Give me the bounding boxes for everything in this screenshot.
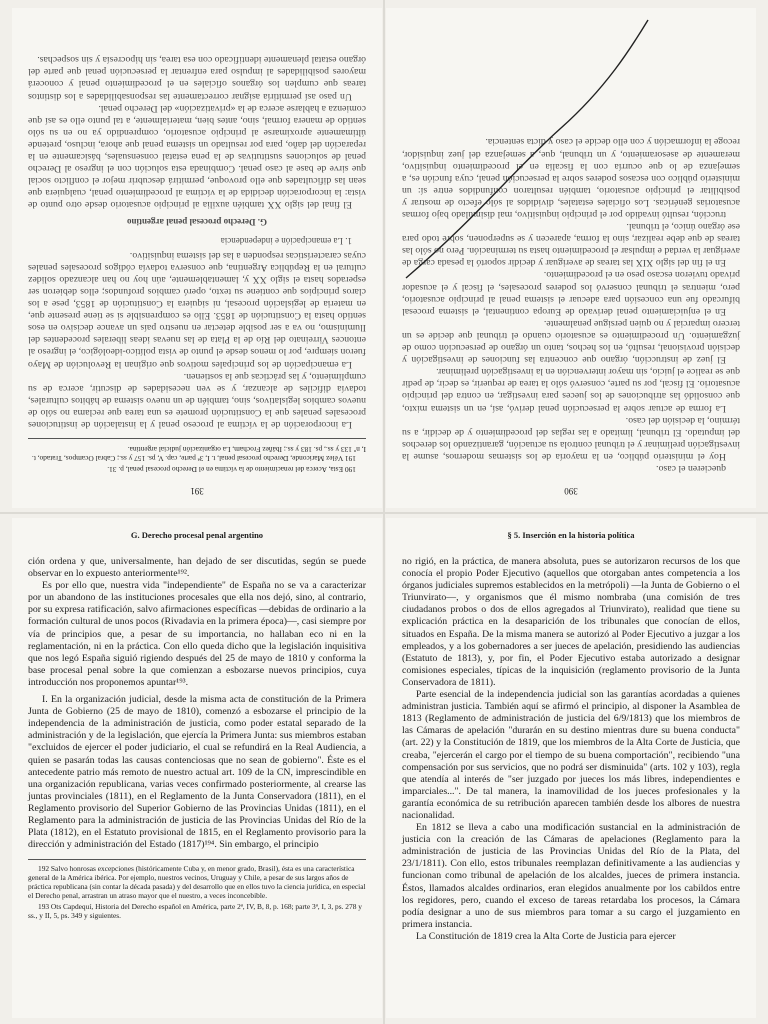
page-bottom-right (386, 518, 756, 1018)
paragraph: Es por ello que, nuestra vida "independiente" de España no se va a caracterizar por un abandono de las instituciones procesales que ella nos dejó, sino, al contrario, por su expresa ratificación, salvo afirmaciones específicas —debidas de ordinario a la formación cultural de unos pocos (Rivadavia en la primera época)—, casi siempre por vía de principios que, a pesar de su importancia, no hallaban eco ni en la reglamentación, ni en la práctica. Con ello queda dicho que la legislación inquisitiva que nos legó España siguió rigiendo después del 25 de mayo de 1810 y conforma la base procesal penal sobre la que comienzan a esbozarse nuevos principios, cuya introducción nos proponemos apuntar¹⁹³. (28, 580, 366, 688)
paragraph: La emancipación de los principales motivos que originan la Revolución de Mayo fueron siempre, por lo menos desde el punto de vista político-ideológico, el ingreso al entonces Virreinato del Río de la Plata de las nuevas ideas liberales procedentes del Iluminismo, no va a ser posible detectar en nuestro país un avance decisivo en esos sentido hasta la Constitución de 1853. Ello es comprensible si se tiene presente que, en materia de legislación procesal, ni siquiera la Constitución de 1853, pese a los claros principios que contiene su texto, operó cambios profundos; ellos debieron ser esperados hasta el siglo XX y, lamentablemente, aún hoy no han alcanzado solidez cultural en la República Argentina, que conserva todavía códigos procesales penales cuyas características responden a las del sistema inquisitivo. (28, 249, 366, 370)
paragraph: El juez de instrucción, órgano que concentra las funciones de investigación y decisión provisional, resultó, en los hechos, tanto un órgano de persecución como de juzgamiento. Un procedimiento es acusatorio cuando el tribunal que decide es un tercero imparcial y no quien persigue penalmente. (402, 317, 740, 366)
page-bottom-right-content (402, 528, 740, 1008)
footnote: 190 Esta, Acerca del renacimiento de la víctima en el Derecho procesal penal, p. 31. (107, 465, 356, 474)
page-number: 390 (564, 486, 578, 496)
paragraph: I. En la organización judicial, desde la misma acta de constitución de la Primera Junta de Gobierno (25 de mayo de 1810), comenzó a esbozarse el principio de la independencia de la administración de justicia, como poder estatal separado de la administración y de la legislación, que ejercía la Primera Junta: sus miembros estaban "excluidos de ejercer el poder judiciario, el cual se refundirá en la Real Audiencia, a quien se pasarán todas las causas contenciosas que no sean de gobierno". Éste es el antecedente patrio más remoto de nuestro actual art. 109 de la CN, imprescindible en una organización republicana, varias veces confirmado posteriormente, al crearse las juntas provinciales (1811), en el Reglamento de la Junta Conservadora (1811), en el Reglamento provisorio del Superior Gobierno de las Provincias Unidas (1811), en el Reglamento para la administración de justicia de las Provincias Unidas del Río de la Plata (1812), en el Estatuto provisional de 1815, en el Reglamento provisorio para la dirección y administración del Estado (1817)¹⁹⁴. Sin embargo, el principio (28, 694, 366, 851)
page-number: 391 (190, 486, 204, 496)
page-bottom-left-content (28, 528, 366, 1008)
footnote: 191 Vélez Mariconde, Derecho procesal penal, t. I, 3ª parte, cap. V, ps. 157 y ss.; Cabral Ocampos, Tratado, t. I, nº 133 y ss., ps. 183 y ss.; Ibáñez Frocham, La organización judicial argentina. (31, 445, 366, 463)
page-390-content (402, 18, 740, 498)
paragraph: Hoy el ministerio público, en la mayoría de los sistemas modernos, asume la investigación preliminar y el tribunal controla su actuación, garantizando los derechos del imputado. El tribunal, limitado a las reglas del procedimiento y de decidir, a su término, la decisión del caso. (402, 414, 740, 462)
paragraph: En 1812 se lleva a cabo una modificación sustancial en la administración de justicia con la creación de las Cámaras de apelaciones (Reglamento para la administración de justicia de las Provincias Unidas del Río de la Plata, del 23/1/1811). Con ello, estos tribunales reemplazan definitivamente a las audiencias y funcionan como tribunal de apelación de los alcaldes, jueces de primera instancia. Éstos, llamados alcaldes ordinarios, eran elegidos anualmente por los cabildos entre los regidores, pero, cuando el exceso de tareas retardaba los procesos, la Cámara podía designar a uno de sus miembros para tomar a su cargo el juzgamiento en primera instancia. (402, 822, 740, 930)
page-bottom-left (12, 518, 382, 1018)
paragraph: quecieren el caso. (656, 463, 726, 474)
page-391 (12, 8, 382, 508)
running-head: G. Derecho procesal penal argentino (130, 530, 264, 540)
paragraph: Parte esencial de la independencia judicial son las garantías acordadas a quienes administran justicia. También aquí se afirmó el principio, al disponer la Asamblea de 1813 (Reglamento de administración de justicia del 6/9/1813) que los miembros de las Cámaras de apelación "durarán en su destino mientras dure su buena conducta" (art. 22) y la Constitución de 1819, que los miembros de la Alta Corte de Justicia, que creaba, "ejercerán el cargo por el tiempo de su buena comportación", recibiendo "una compensación por sus servicios, que no podrá ser disminuida" (arts. 102 y 103), regla que atendía al interés de "ser juzgado por jueces los más libres, independientes e imparciales...". De tal manera, la inamovilidad de los jueces profesionales y la garantía económica de su retribución aparecen también desde los albores de nuestra nacionalidad. (402, 689, 740, 821)
footnotes (28, 438, 366, 474)
footnote: 192 Salvo honrosas excepciones (históricamente Cuba y, en menor grado, Brasil), ésta es una característica general de la América ibérica. Por ejemplo, nuestros vecinos, Uruguay y Chile, a pesar de sus largos años de práctica republicana (sin contar la década pasada) y del desarrollo que en ellos tuvo la ciencia jurídica, en especial el Derecho penal, arrastran un atraso mayor que el nuestro, a veces inconcebible. (28, 864, 366, 901)
paragraph: no rigió, en la práctica, de manera absoluta, pues se autorizaron recursos de los que conocía el propio Poder Ejecutivo (aquellos que otorgaban antes competencia a los órganos judiciales supremos establecidos en la metrópoli) —la Junta de Gobierno o el Triunvirato—, y organismos que él mismo nombraba (una comisión de tres ciudadanos probos o dos de ellos agregados al Triunvirato), realidad que tiene su explicación práctica en la desaparición de los tribunales que conocían de ellos, situados en España. De la misma manera se autorizó al Poder Ejecutivo a juzgar a los empleados, y a los gobernadores a ser jueces de apelación, presidiendo las audiencias (Estatuto de 1813), y, por fin, el Poder Ejecutivo estaba autorizado a designar comisiones especiales, típicas de la inquisición (reglamento provisorio de la Junta Conservadora de 1811). (402, 556, 740, 688)
body-text (28, 53, 366, 430)
page-391-content (28, 18, 366, 498)
paragraph: El final del siglo XX también auxilia al principio acusatorio desde otro punto de vista: la incorporación decidida de la víctima al procedimiento penal, cualquiera que sean las dificultades que ello provoque, permitirá descubrir mejor el conflicto social que sirve de base al caso penal. Combinada esta solución con el ingreso al Derecho penal de soluciones sustitutivas de la pena estatal consensuales, básicamente en la reparación del daño, para por resultado un sistema penal que ahora, incluso, pretende últimamente aproximarse al principio acusatorio, comprendido ya no en su sólo sentido de manera formal, sino, antes bien, materialmente, a tal punto ello es así que comienza a hablarse acerca de la «privatización» del Derecho penal. (28, 102, 366, 211)
paragraph: La forma de actuar sobre la persecución penal derivó, así, en un sistema mixto, que consolidó las atribuciones de los jueces para investigar, en contra del principio acusatorio. El fiscal, por su parte, conservó sólo la tarea de requerir, es decir, de pedir que se realice el juicio, sin mayor intervención en la investigación preliminar. (402, 366, 740, 414)
paragraph: Un paso así permitiría asignar correctamente las responsabilidades a los distintos tareas que cumplen los órganos oficiales en el procedimiento penal y conocerá mayores posibilidades al impulso para enfrentar la persecución penal que parte del órgano estatal plenamente identificado con esa tarea, sin hipocresía y sin sospechas. (28, 54, 366, 102)
body-text (402, 556, 740, 943)
paragraph: En el fin del siglo XIX las tareas de averiguar y decidir soportó la pesada carga de averiguar la verdad e impulsar el procedimiento hasta su terminación. Pero no sólo las tareas de que debe realizar, sino la forma, aparecen y se superponen, sobre todo para ese órgano único, el tribunal. (402, 221, 740, 269)
subsection-heading: 1. La emancipación e independencia (220, 235, 352, 246)
footnotes (28, 859, 366, 920)
body-text (28, 556, 366, 851)
paragraph: ción ordena y que, universalmente, han dejado de ser discutidas, según se puede observar en lo expuesto anteriormente¹⁹². (28, 556, 366, 580)
paragraph: La Constitución de 1819 crea la Alta Corte de Justicia para ejercer (416, 930, 676, 942)
running-head: § 5. Inserción en la historia política (507, 530, 635, 540)
paragraph: La incorporación de la víctima al proceso penal y la instalación de instituciones procesales penales que la Constitución promete es una tarea que reclama no sólo de nuevos cambios legislativos, sino, también de un nuevo sistema de hábitos culturales, todavía difíciles de alcanzar, y se ven necesidades de discutir, acerca de su cumplimiento, y las prácticas que la sostienen. (28, 370, 366, 430)
footnote: 193 Ots Capdequí, Historia del Derecho español en América, parte 2ª, IV, B, 8, p. 168; parte 3ª, I, 3, ps. 278 y ss., y II, 5, ps. 349 y siguientes. (28, 902, 362, 921)
section-heading: G. Derecho procesal penal argentino (127, 217, 267, 228)
spread-divider (0, 512, 768, 514)
page-390 (386, 8, 756, 508)
body-text (402, 135, 740, 474)
paragraph: trucción, resultó invadido por el principio inquisitivo, mal disimulado bajo formas acusatorias genéricas. Los oficiales estatales, divididos al sólo efecto de mostrar y posibilitar el principio acusatorio, también resultaron confundidos entre sí: un ministerio público con escasos poderes sobre la persecución penal, cuya función es, a semejanza de lo que ocurría con la fiscalía en el procedimiento inquisitivo, meramente de asesoramiento, y un tribunal, que, a semejanza del juez inquisidor, recoge la información y con ello decide el caso y dicta sentencia. (402, 136, 740, 221)
paragraph: En el enjuiciamiento penal derivado de Europa continental, el sistema procesal bifurcado fue una concesión para adecuar el sistema penal al principio acusatorio, pero, mientras el tribunal conservó los poderes procesales, el fiscal y el acusador privado tuvieron escaso peso en el procedimiento. (402, 269, 740, 317)
